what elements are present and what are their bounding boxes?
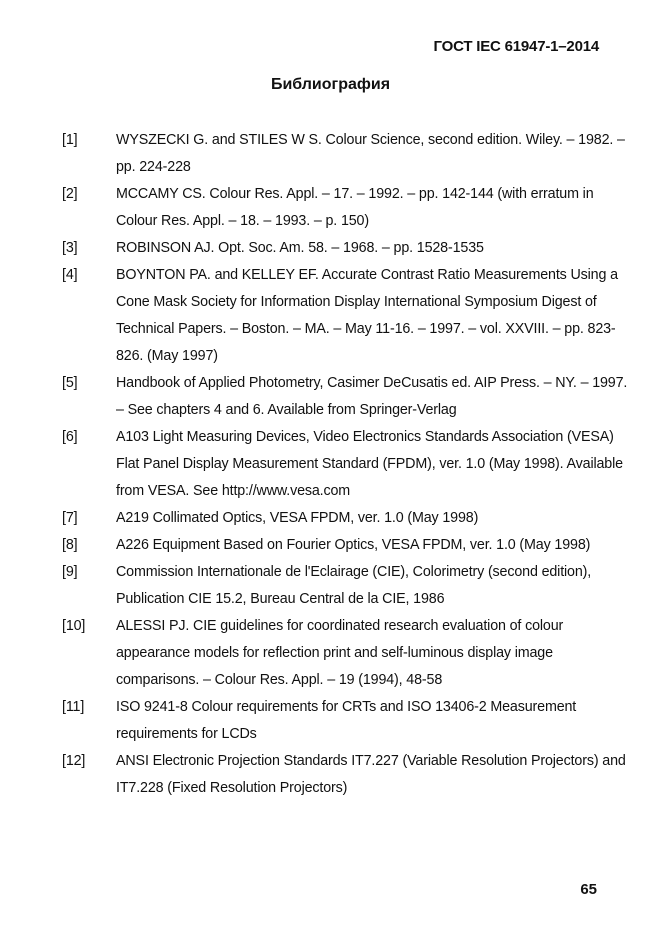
entry-number: [6]	[62, 429, 78, 445]
entry-text: A226 Equipment Based on Fourier Optics, VESA FPDM, ver. 1.0 (May 1998)	[116, 537, 591, 553]
entry-text: ANSI Electronic Projection Standards IT7.227 (Variable Resolution Projectors) and IT7.228 (Fixed Resolution Projectors)	[116, 753, 626, 796]
entry-number: [7]	[62, 510, 78, 526]
bibliography-entry	[62, 181, 634, 235]
entry-text: ISO 9241-8 Colour requirements for CRTs and ISO 13406-2 Measurement requirements for LCDs	[116, 699, 577, 742]
entry-number: [8]	[62, 537, 78, 553]
bibliography-entry	[62, 424, 634, 505]
entry-text: A219 Collimated Optics, VESA FPDM, ver. 1.0 (May 1998)	[116, 510, 479, 526]
entry-text: WYSZECKI G. and STILES W S. Colour Science, second edition. Wiley. – 1982. – pp. 224-228	[116, 132, 625, 175]
document-header: ГОСТ IEC 61947-1–2014	[433, 38, 599, 55]
bibliography-entry	[62, 532, 634, 559]
bibliography-entry	[62, 262, 634, 370]
entry-number: [10]	[62, 618, 86, 634]
entry-number: [12]	[62, 753, 86, 769]
entry-number: [1]	[62, 132, 78, 148]
bibliography-entry	[62, 127, 634, 181]
entry-text: Commission Internationale de l'Eclairage (CIE), Colorimetry (second edition), Publication CIE 15.2, Bureau Central de la CIE, 1986	[116, 564, 592, 607]
entry-text: BOYNTON PA. and KELLEY EF. Accurate Contrast Ratio Measurements Using a Cone Mask Society for Information Display International Symposium Digest of Technical Papers. – Boston. – MA. – May 11-16. – 1997. – vol. XXVIII. – pp. 823-826. (May 1997)	[116, 267, 618, 364]
bibliography-entry	[62, 235, 634, 262]
entry-number: [11]	[62, 699, 85, 715]
bibliography-entry	[62, 748, 634, 802]
bibliography-list	[62, 127, 634, 802]
bibliography-entry	[62, 559, 634, 613]
bibliography-entry	[62, 613, 634, 694]
entry-text: ROBINSON AJ. Opt. Soc. Am. 58. – 1968. – pp. 1528-1535	[116, 240, 484, 256]
entry-number: [5]	[62, 375, 78, 391]
entry-text: MCCAMY CS. Colour Res. Appl. – 17. – 1992. – pp. 142-144 (with erratum in Colour Res. Appl. – 18. – 1993. – p. 150)	[116, 186, 594, 229]
bibliography-entry	[62, 505, 634, 532]
entry-text: Handbook of Applied Photometry, Casimer DeCusatis ed. AIP Press. – NY. – 1997. – See chapters 4 and 6. Available from Springer-Verlag	[116, 375, 628, 418]
entry-text: A103 Light Measuring Devices, Video Electronics Standards Association (VESA) Flat Panel Display Measurement Standard (FPDM), ver. 1.0 (May 1998). Available from VESA. See http://www.vesa.com	[116, 429, 623, 499]
entry-number: [9]	[62, 564, 78, 580]
entry-text: ALESSI PJ. CIE guidelines for coordinated research evaluation of colour appearance models for reflection print and self-luminous display image comparisons. – Colour Res. Appl. – 19 (1994), 48-58	[116, 618, 564, 688]
entry-number: [4]	[62, 267, 78, 283]
entry-number: [2]	[62, 186, 78, 202]
entry-number: [3]	[62, 240, 78, 256]
page-title: Библиография	[270, 76, 391, 93]
bibliography-entry	[62, 370, 634, 424]
bibliography-entry	[62, 694, 634, 748]
page-number: 65	[580, 881, 597, 898]
